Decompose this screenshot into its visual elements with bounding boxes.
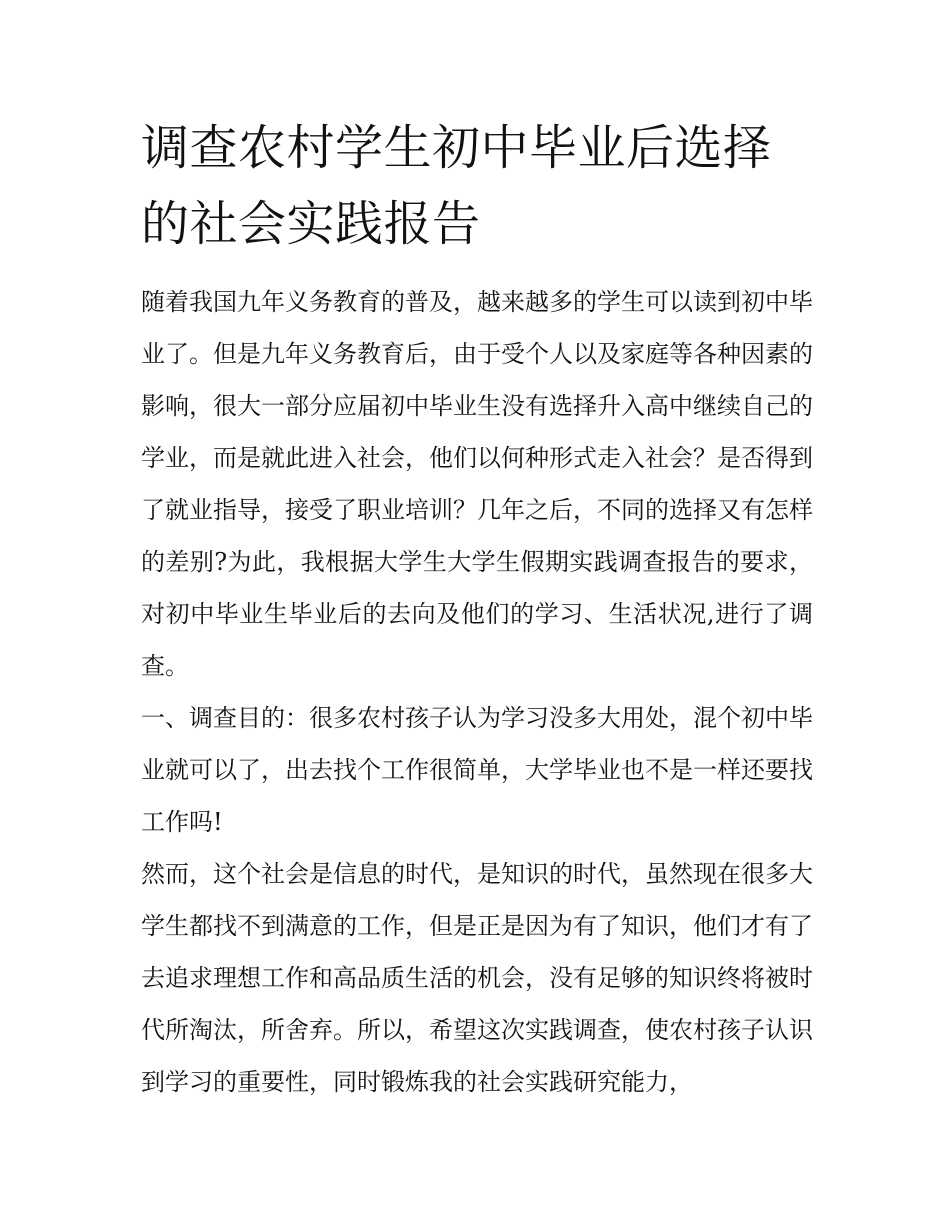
paragraph-knowledge: 然而，这个社会是信息的时代，是知识的时代，虽然现在很多大学生都找不到满意的工作，但是正是因为有了知识，他们才有了去追求理想工作和高品质生活的机会，没有足够的知识终将被时代所淘汰，所舍弃。所以，希望这次实践调查，使农村孩子认识到学习的重要性，同时锻炼我的社会实践研究能力， [141, 860, 813, 1096]
paragraph-purpose: 一、调查目的：很多农村孩子认为学习没多大用处，混个初中毕业就可以了，出去找个工作很简单，大学毕业也不是一样还要找工作吗! [141, 704, 813, 836]
paragraph-intro: 随着我国九年义务教育的普及，越来越多的学生可以读到初中毕业了。但是九年义务教育后，由于受个人以及家庭等各种因素的影响，很大一部分应届初中毕业生没有选择升入高中继续自己的学业，而是就此进入社会，他们以何种形式走入社会？是否得到了就业指导，接受了职业培训？几年之后，不同的选择又有怎样的差别?为此，我根据大学生大学生假期实践调查报告的要求，对初中毕业生毕业后的去向及他们的学习、生活状况,进行了调查。 [141, 288, 813, 680]
document-title: 调查农村学生初中毕业后选择的社会实践报告 [141, 120, 772, 252]
document-body [141, 110, 813, 1108]
